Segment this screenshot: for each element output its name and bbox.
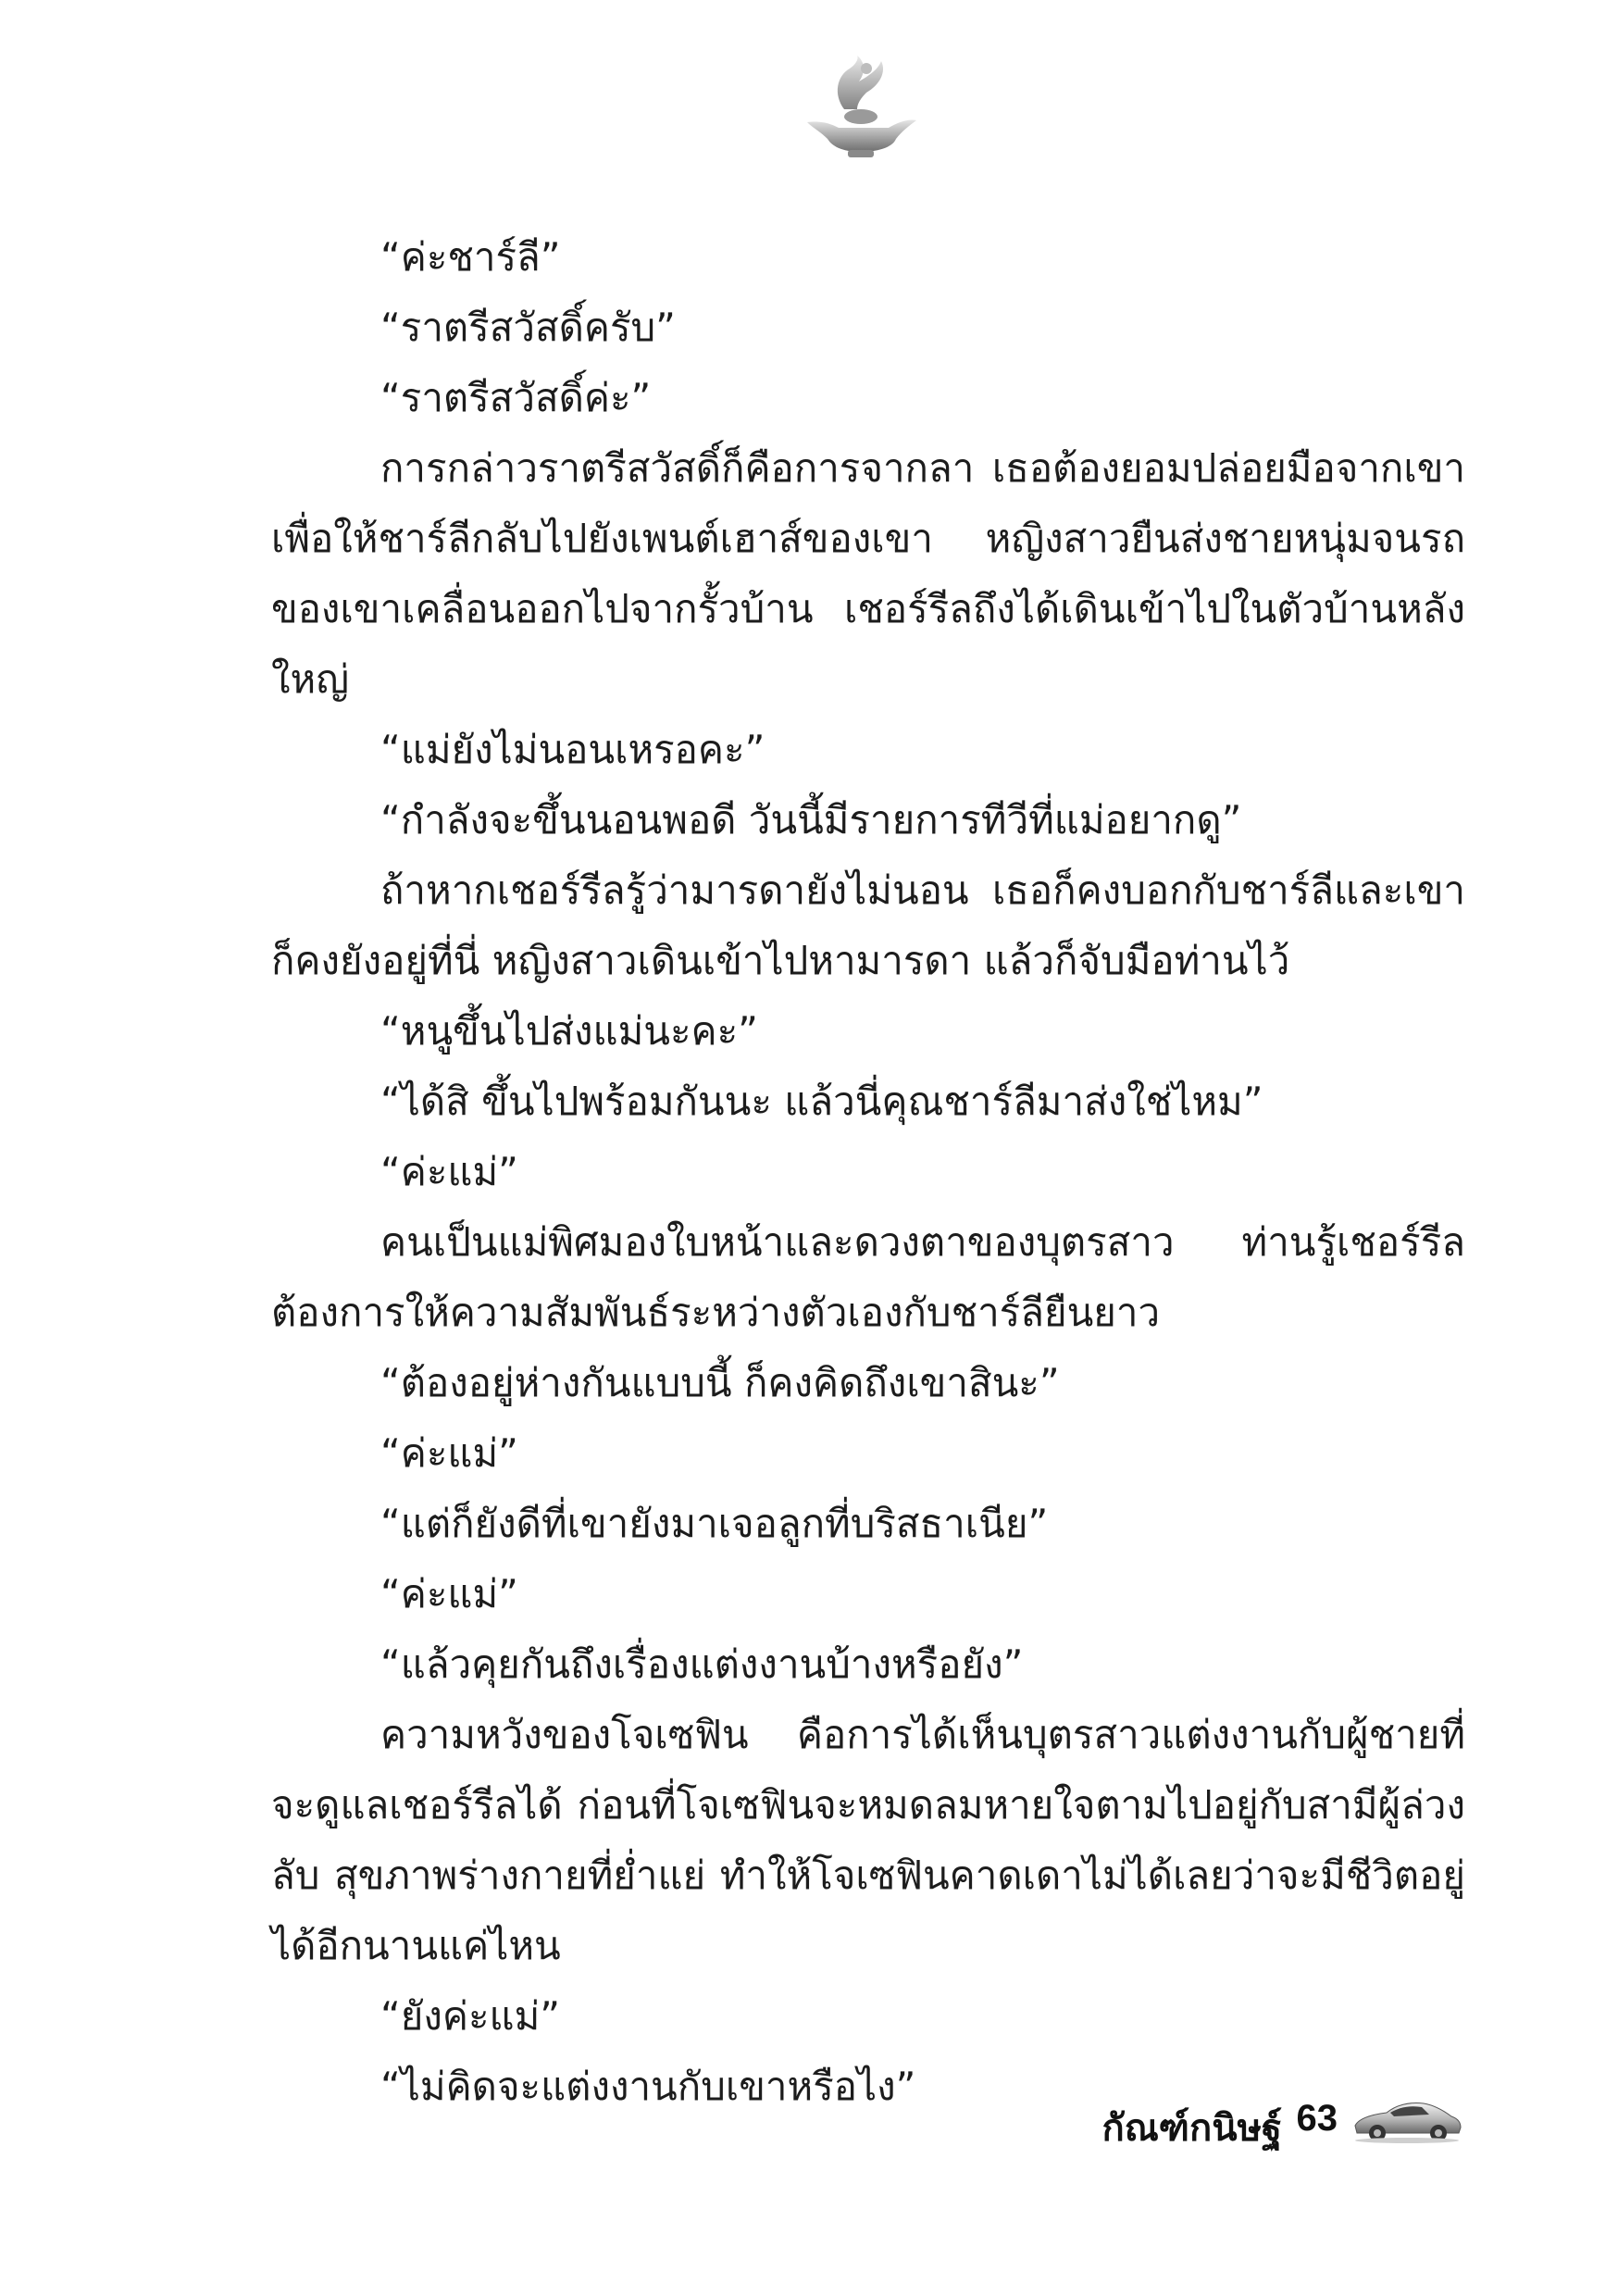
paragraph: “หนูขึ้นไปส่งแม่นะคะ” bbox=[380, 1008, 758, 1054]
paragraph: “ไม่คิดจะแต่งงานกับเขาหรือไง” bbox=[380, 2064, 916, 2109]
paragraph: คนเป็นแม่พิศมองใบหน้าและดวงตาของบุตรสาว ท่านรู้เชอร์รีลต้องการให้ความสัมพันธ์ระหว่างตัวเองกับชาร์ลียืนยาว bbox=[271, 1219, 1465, 1335]
paragraph: “ยังค่ะแม่” bbox=[380, 1993, 561, 2039]
paragraph: “แล้วคุยกันถึงเรื่องแต่งงานบ้างหรือยัง” bbox=[380, 1641, 1024, 1687]
paragraph: “แต่ก็ยังดีที่เขายังมาเจอลูกที่บริสธาเนีย” bbox=[380, 1501, 1049, 1546]
paragraph: “ค่ะชาร์ลี” bbox=[380, 234, 561, 280]
paragraph: “ราตรีสวัสดิ์ครับ” bbox=[380, 305, 676, 350]
paragraph: ถ้าหากเชอร์รีลรู้ว่ามารดายังไม่นอน เธอก็คงบอกกับชาร์ลีและเขาก็คงยังอยู่ที่นี่ หญิงสาวเดินเข้าไปหามารดา แล้วก็จับมือท่านไว้ bbox=[271, 867, 1465, 983]
paragraph: การกล่าวราตรีสวัสดิ์ก็คือการจากลา เธอต้องยอมปล่อยมือจากเขาเพื่อให้ชาร์ลีกลับไปยังเพนต์เฮาส์ของเขา หญิงสาวยืนส่งชายหนุ่มจนรถของเขาเคลื่อนออกไปจากรั้วบ้าน เชอร์รีลถึงได้เดินเข้าไปในตัวบ้านหลังใหญ่ bbox=[271, 445, 1465, 702]
paragraph: “ค่ะแม่” bbox=[380, 1571, 518, 1616]
body-text bbox=[271, 222, 1465, 2122]
genie-lamp-icon bbox=[800, 56, 920, 159]
paragraph: ความหวังของโจเซฟิน คือการได้เห็นบุตรสาวแต่งงานกับผู้ชายที่จะดูแลเชอร์รีลได้ ก่อนที่โจเซฟินจะหมดลมหายใจตามไปอยู่กับสามีผู้ล่วงลับ สุขภาพร่างกายที่ย่ำแย่ ทำให้โจเซฟินคาดเดาไม่ได้เลยว่าจะมีชีวิตอยู่ได้อีกนานแค่ไหน bbox=[271, 1712, 1465, 1968]
paragraph: “แม่ยังไม่นอนเหรอคะ” bbox=[380, 727, 765, 772]
paragraph: “ต้องอยู่ห่างกันแบบนี้ ก็คงคิดถึงเขาสินะ” bbox=[380, 1360, 1060, 1405]
paragraph: “ค่ะแม่” bbox=[380, 1149, 518, 1194]
paragraph: “ราตรีสวัสดิ์ค่ะ” bbox=[380, 375, 652, 420]
page-footer bbox=[1000, 2085, 1462, 2159]
paragraph: “ค่ะแม่” bbox=[380, 1430, 518, 1476]
paragraph: “กำลังจะขึ้นนอนพอดี วันนี้มีรายการทีวีที่แม่อยากดู” bbox=[380, 797, 1242, 842]
sports-car-icon bbox=[1351, 2090, 1462, 2146]
book-title: กัณฑ์กนิษฐ์ bbox=[1101, 2107, 1282, 2150]
paragraph: “ได้สิ ขึ้นไปพร้อมกันนะ แล้วนี่คุณชาร์ลีมาส่งใช่ไหม” bbox=[380, 1079, 1263, 1124]
page-number: 63 bbox=[1296, 2098, 1338, 2139]
